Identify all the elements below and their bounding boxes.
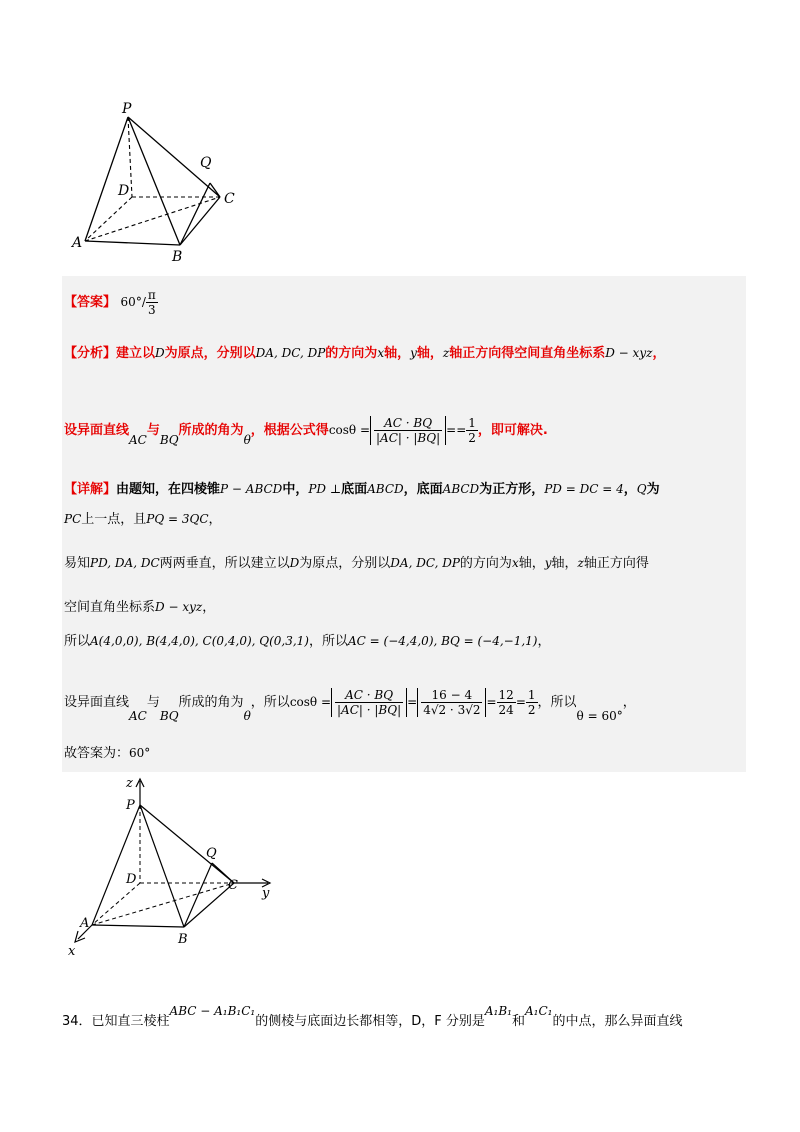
frac-num: AC · BQ [335, 688, 403, 703]
math: PC [64, 512, 82, 526]
frac-num: π [147, 288, 156, 302]
text: 为 [646, 482, 660, 497]
analysis-line-2 [64, 416, 548, 445]
answer-fraction [146, 288, 158, 317]
question-number: 34．已知直三棱柱 [62, 1014, 170, 1029]
text: 底面 [341, 482, 368, 497]
text: 的中点，那么异面直线 [552, 1014, 683, 1029]
text: ， [208, 512, 222, 527]
label-D: D [118, 183, 130, 199]
detail-line-1 [64, 478, 660, 497]
frac-den: |AC| · |BQ| [337, 703, 402, 717]
text: 与 [146, 423, 160, 438]
question-34 [62, 1004, 683, 1029]
math: θ [243, 433, 251, 447]
label-A: A [80, 916, 90, 931]
text: 为正方形， [479, 482, 545, 497]
math: ABCD [442, 482, 480, 496]
detail-line-6 [64, 688, 636, 723]
math: D − xyz [605, 346, 653, 360]
frac-num: 1 [468, 416, 476, 430]
text: 故答案为： [64, 746, 130, 761]
math: Q [636, 482, 647, 496]
math: z [577, 556, 584, 570]
text: 由题知，在四棱锥 [116, 482, 221, 497]
detail-tag: 【详解】 [64, 482, 117, 497]
math-vectors: AC = (−4,4,0), BQ = (−4,−1,1) [348, 634, 538, 648]
answer-sep: / [141, 295, 146, 309]
math: P − ABCD [220, 482, 283, 496]
math: y [544, 556, 552, 570]
text: 轴， [518, 556, 545, 571]
text: 建立以 [116, 346, 156, 361]
abs-expression [331, 688, 407, 717]
label-C: C [228, 878, 238, 893]
math: = [515, 695, 526, 709]
math: = [407, 695, 418, 709]
math: z [442, 346, 450, 360]
text: 所以 [64, 634, 91, 649]
math: BQ [159, 433, 179, 447]
text: 设异面直线 [64, 695, 130, 710]
abs-expression [417, 688, 486, 717]
text: 轴正方向得空间直角坐标系 [449, 346, 606, 361]
math: PQ = 3QC [146, 512, 209, 526]
math: θ [243, 709, 251, 723]
math: cosθ = [328, 423, 371, 437]
math: PD = DC = 4 [544, 482, 624, 496]
math: BQ [159, 709, 179, 723]
text: 轴， [384, 346, 411, 361]
text: 所成的角为 [178, 423, 244, 438]
text: 的方向为 [459, 556, 512, 571]
math: A₁B₁ [484, 1004, 512, 1018]
math: cosθ = [289, 695, 332, 709]
math-vectors: DA, DC, DP [255, 346, 326, 360]
frac-den: 4√2 · 3√2 [423, 703, 481, 717]
detail-line-4 [64, 596, 215, 615]
label-Q: Q [200, 155, 212, 171]
math: ABCD [367, 482, 404, 496]
math: PD ⊥ [308, 482, 342, 496]
text: 上一点，且 [81, 512, 147, 527]
axis-label-z: z [126, 776, 133, 791]
math: PD, DA, DC [90, 556, 160, 570]
text: 轴， [416, 346, 443, 361]
analysis-tag: 【分析】 [64, 346, 117, 361]
label-C: C [224, 191, 235, 207]
text: 的方向为 [325, 346, 378, 361]
math: AC [129, 709, 147, 723]
text: 中， [282, 482, 309, 497]
text: 易知 [64, 556, 91, 571]
text: 的侧棱与底面边长都相等，D，F 分别是 [255, 1014, 485, 1029]
answer-line [64, 288, 158, 317]
frac-num: 12 [498, 688, 514, 702]
answer-value: 60° [120, 295, 142, 309]
frac-den: 2 [527, 703, 536, 717]
text: 为原点，分别以 [299, 556, 391, 571]
text: ， [537, 634, 551, 649]
text: 两两垂直，所以建立以 [159, 556, 290, 571]
math-points: A(4,0,0), B(4,4,0), C(0,4,0), Q(0,3,1) [90, 634, 309, 648]
text: 设异面直线 [64, 423, 130, 438]
text: 与 [146, 695, 160, 710]
frac-num: 1 [527, 688, 536, 702]
label-D: D [126, 872, 137, 887]
math: θ = 60° [576, 709, 623, 723]
text: ， [202, 600, 216, 615]
frac-den: 3 [148, 303, 156, 317]
text: ，根据公式得 [250, 423, 329, 438]
math-vectors: DA, DC, DP [390, 556, 460, 570]
text: 轴， [551, 556, 578, 571]
math: AC [129, 433, 147, 447]
math: x [377, 346, 385, 360]
math: A₁C₁ [524, 1004, 553, 1018]
text: ， [652, 346, 666, 361]
frac-den: |AC| · |BQ| [376, 431, 441, 445]
detail-line-5 [64, 630, 551, 649]
math: = [486, 695, 497, 709]
math: D [289, 556, 300, 570]
abs-expression [370, 416, 446, 445]
frac-num: 16 − 4 [421, 688, 482, 703]
text: 和 [511, 1014, 525, 1029]
label-P: P [126, 798, 135, 813]
frac-den: 24 [498, 703, 514, 717]
text: ， [622, 695, 636, 710]
label-A: A [72, 235, 83, 251]
math: 60° [129, 746, 151, 760]
text: ，所以 [537, 695, 577, 710]
detail-line-7 [64, 742, 150, 761]
label-P: P [122, 101, 132, 117]
pyramid-axes-figure [62, 775, 274, 959]
axis-label-x: x [68, 944, 76, 959]
axis-label-y: y [262, 886, 270, 901]
text: ，所以 [250, 695, 290, 710]
math: D − xyz [155, 600, 203, 614]
detail-line-2 [64, 508, 222, 527]
text: ，所以 [309, 634, 349, 649]
math: x [511, 556, 519, 570]
math: ABC − A₁B₁C₁ [169, 1004, 256, 1018]
text: 轴正方向得 [583, 556, 649, 571]
text: ，即可解决. [477, 423, 548, 438]
text: 空间直角坐标系 [64, 600, 156, 615]
math: D [155, 346, 165, 360]
math: y [410, 346, 417, 360]
text: 为原点，分别以 [164, 346, 256, 361]
analysis-line-1 [64, 342, 665, 361]
label-B: B [172, 249, 183, 265]
text: 所成的角为 [178, 695, 244, 710]
frac-num: AC · BQ [374, 416, 442, 431]
math: == [446, 423, 467, 437]
label-B: B [178, 932, 188, 947]
answer-tag: 【答案】 [64, 295, 117, 310]
text: ，底面 [403, 482, 443, 497]
detail-line-3 [64, 552, 649, 571]
pyramid-figure [60, 95, 260, 269]
frac-den: 2 [468, 431, 476, 445]
label-Q: Q [206, 846, 217, 861]
text: ， [623, 482, 637, 497]
